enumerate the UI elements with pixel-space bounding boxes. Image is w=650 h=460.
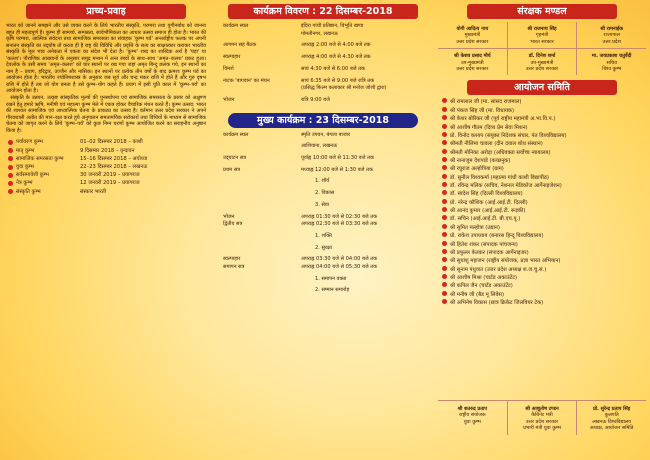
leader-line: श्री आशुतोष टण्डन	[525, 406, 559, 412]
program-label: उद्‌घाटन सत्र	[223, 155, 247, 162]
committee-member	[438, 224, 646, 232]
program-time: रात्रि 9:00 बजे	[301, 96, 330, 103]
patron-line: विश्व कुम्भ	[602, 66, 622, 73]
member-name: श्री रघुराज अल्होत्रिया (ग्राम)	[450, 166, 504, 173]
leader-line: अध्यक्ष, आयोजन समिति	[589, 425, 634, 432]
patron-card	[507, 22, 577, 48]
committee-leaders	[438, 400, 646, 435]
bullet-dot-icon	[442, 249, 447, 254]
patron-line: श्री राजनाथ सिंह	[527, 26, 557, 32]
section-title-program-22: कार्यक्रम विवरण : 22 दिसम्बर-2018	[228, 4, 418, 19]
committee-member	[438, 140, 646, 148]
committee-member	[438, 165, 646, 173]
committee-member	[438, 299, 646, 307]
patron-line: गृहमंत्री	[535, 32, 549, 39]
program-label	[217, 245, 297, 253]
committee-member	[438, 107, 646, 115]
bullet-dot-icon	[8, 173, 13, 178]
program-time: अपराह्न 04:00 बजे से 05:30 बजे तक	[301, 264, 378, 271]
member-name: डॉ. स्वदेश सिंह (दिल्ली विश्वविद्यालय)	[450, 191, 523, 198]
patron-line: उप-मुख्यमंत्री	[460, 59, 484, 66]
member-name: श्री कपिल जैन (चार्टड अकाउंटेंट)	[450, 283, 513, 290]
bullet-dot-icon	[442, 266, 447, 271]
patron-line: मा. जयप्रकाश चतुर्वेदी	[591, 53, 632, 60]
program-time: स्मृति उपवन, बंगला बाजार	[301, 131, 351, 138]
member-name: प्रो. नरेन्द्र कौशिक (आई.आई.टी. दिल्ली)	[450, 199, 528, 206]
committee-member	[438, 241, 646, 249]
bullet-dot-icon	[442, 157, 447, 162]
program-time: अपराह्न 03:30 बजे से 04:00 बजे तक	[301, 256, 378, 263]
program-time: अपराह्न 2:00 बजे से 4:00 बजे तक	[301, 42, 371, 49]
festival-item	[6, 155, 206, 163]
section-title-committee: आयोजन समिति	[467, 80, 617, 95]
program-row	[217, 155, 429, 163]
festival-name: सर्वसमावेशी कुम्भ	[16, 172, 49, 179]
program-row	[217, 264, 429, 272]
bullet-dot-icon	[442, 107, 447, 112]
program-label: द्वितीय सत्र	[223, 221, 243, 228]
patron-line: डॉ. दिनेश शर्मा	[528, 53, 556, 60]
bullet-dot-icon	[442, 257, 447, 262]
member-name: श्री आशीष मिश्रा (चार्टड अकाउंटेंट)	[450, 274, 518, 281]
committee-member	[438, 282, 646, 290]
section-title-patrons: संरक्षक मण्डल	[467, 4, 617, 19]
patron-line: उप-मुख्यमंत्री	[530, 59, 554, 66]
leader-line: लखनऊ विश्वविद्यालय	[592, 418, 632, 425]
patron-row	[438, 22, 646, 48]
program-row	[217, 287, 429, 295]
bullet-dot-icon	[442, 182, 447, 187]
program-label: समापन सत्र	[223, 264, 245, 271]
festival-date: 15–16 दिसम्बर 2018 – अयोध्या	[80, 155, 148, 162]
committee-member	[438, 249, 646, 257]
program-time: इंदिरा गांधी प्रतिष्ठान, विभूति खण्ड	[301, 23, 364, 29]
patron-grid	[438, 22, 646, 75]
intro-text: भारत को जानने समझने और उसे व्यक्त करने के लिये भारतीय संस्कृति, परम्परा तथा युगीनबोध को जानना बहुत ही महत्वपूर्ण है। कुम्भ ही सामर्थ्य, सम्पन्नता, सार्वभौमिकता का आधार उत्सव समाज ही होता है। भारत की कृषि परम्परा, आत्मिक संवेदना तथा सामाजिक समरसता का संवाहक 'कुम्भ पर्व' अन्तर्राष्ट्रीय फलक पर अपनी सनातन संस्कृति का उद्‌घोष तो करता ही है राष्ट्र की विविधि और प्रवृत्ति के सत्य का साक्षात्कार कराकर भारतीय संस्कृति के मूल भाव अनेकता में एकता का संदेश भी देता है। 'कुम्भ' शब्द का शाब्दिक अर्थ है 'घड़ा' या 'कलश'। पौराणिक आख्यानों के अनुसार समुद्र मन्थन में अन्त स्त्रवों के साथ–साथ 'अमृत–कलश' प्रकट हुआ। देवलोक के उसी समय 'अमृत–कलश' को चार स्थानों पर रख गया जहां अमृत बिन्दु छलक गये, इन स्थानों का नाम है – प्रयाग, हरिद्वार, उज्जैन और नासिक। इन स्थानों पर प्रत्येक तीन वर्षों के बाद क्रमशः कुम्भ पर्व का आयोजन होता है। भारतीय ज्योतिषशास्त्र के अनुसार जब सूर्य और चन्द्र मकर राशि में होते हैं और गुरु वृषभ राशि में होते हैं तब जो योग बनता है उसे कुम्भ–योग कहते हैं। प्रयाग में इसी युति काल में 'कुम्भ–पर्व' का आयोजन होता है। संस्कृति के उन्नयन, उत्कृष्ट सांस्कृतिक मूल्यों की पुनर्स्थापना एवं सामाजिक समरसता के प्रसार को अक्षुण्ण रखने हेतु हमारे ऋषि, मनीषी एवं महात्मा कुम्भ मेले में एकत्र होकर वैचारिक मंथन करते हैं। कुम्भ उत्सव: भारत की शाश्वत सामाजिक एवं आध्यात्मिक चेतना के प्राकट्य का उत्सव है। वर्तमान उत्तर प्रदेश सरकार ने अपने गौरवशाली अतीत की मान–रक्षा करते हुये अनुपालन समतामयिक सरोकारों तथा विधियों के माध्यम से सामाजिक चेतना को जागृत करने के लिये 'कुम्भ–पर्व' को कुछ निम्न चरणों कुम्भ आयोजित करने का सराहनीय अनुष्ठान किया है।	[6, 23, 206, 134]
member-name: श्री पंकज सिंह जी (मा. विधायक)	[450, 107, 515, 114]
program-panel	[214, 0, 432, 460]
leader-card	[507, 401, 577, 435]
committee-member-list	[438, 98, 646, 307]
bullet-dot-icon	[442, 132, 447, 137]
committee-member	[438, 207, 646, 215]
leader-card	[576, 401, 646, 435]
program-label	[217, 202, 297, 210]
festival-name: नेत्र कुम्भ	[16, 180, 33, 187]
member-name: श्रीमती मोनिका अरोड़ा (अधिवक्ता सर्वोच्च न्यायालय)	[450, 149, 551, 156]
program-time: (प्रसिद्ध फिल्म कलाकार श्री मनोज जोशी द्वारा)	[301, 85, 387, 92]
festival-item	[6, 188, 206, 196]
festival-name: युवा कुम्भ	[16, 163, 35, 170]
bullet-dot-icon	[442, 282, 447, 287]
bullet-dot-icon	[442, 291, 447, 296]
bullet-dot-icon	[8, 189, 13, 194]
program-row	[217, 233, 429, 241]
festival-name: मातृ कुम्भ	[16, 147, 35, 154]
member-name: श्री सुनाम पंधुवात (उत्तर प्रदेश अध्यक्ष श.ज.चु.सं.)	[450, 266, 547, 273]
program-row	[217, 132, 429, 140]
patron-line: उत्तर प्रदेश सरकार	[456, 66, 489, 73]
program-time: आशियाना, लखनऊ	[301, 143, 338, 150]
member-name: प्रो. राकेश उपाध्याय (बनारस हिन्दू विश्वविद्यालय)	[450, 233, 544, 239]
program-label	[217, 31, 297, 39]
bullet-dot-icon	[8, 181, 13, 186]
committee-member	[438, 291, 646, 299]
committee-member	[438, 98, 646, 106]
committee-member	[438, 132, 646, 140]
member-name: श्री सुमित मल्होत्रा (उद्यान)	[450, 224, 500, 231]
patron-row	[438, 48, 646, 75]
program-row	[217, 256, 429, 264]
section-title-main-program-23: मुख्य कार्यक्रम : 23 दिसम्बर-2018	[228, 113, 418, 128]
program-label	[217, 85, 297, 93]
program-list-23	[217, 132, 429, 296]
patron-card	[507, 49, 577, 75]
patron-card	[576, 22, 646, 48]
festival-name: सामाजिक समरसता कुम्भ	[16, 155, 64, 162]
program-row	[217, 85, 429, 93]
program-row	[217, 143, 429, 151]
member-name: श्री आनंद कुमार (आई.आई.टी. रूड़की)	[450, 207, 526, 214]
bullet-dot-icon	[442, 207, 447, 212]
member-name: श्री केशर बोरिकर जी (पूर्व राष्ट्रीय महामंत्री अ.भा.वि.प.)	[450, 115, 556, 122]
program-row	[217, 66, 429, 74]
leader-card	[438, 401, 507, 435]
program-time: 1. समापन वक्ता	[315, 275, 347, 282]
bullet-dot-icon	[8, 156, 13, 161]
member-name: श्रीमती नीलिमा चावला (दीन दयाल शोध संस्थान)	[450, 141, 543, 148]
section-title-prachya-pravah: प्राच्य-प्रवाह	[26, 4, 186, 19]
bullet-dot-icon	[442, 165, 447, 170]
member-name: डॉ. सचिन (आई.आई.टी. बी.एच.यू.)	[450, 216, 521, 223]
bullet-dot-icon	[442, 299, 447, 304]
patron-line: मुख्यमंत्री	[464, 32, 481, 39]
program-label	[217, 233, 297, 241]
committee-member	[438, 199, 646, 207]
committee-member	[438, 124, 646, 132]
leader-line: राष्ट्रीय संयोजक	[459, 412, 486, 419]
patron-line: सचिव	[606, 59, 617, 66]
committee-member	[438, 232, 646, 240]
program-row	[217, 31, 429, 39]
committee-member	[438, 190, 646, 198]
festival-date: 30 जनवरी 2019 – प्रयागराज	[80, 172, 140, 179]
bullet-dot-icon	[442, 241, 447, 246]
festival-date: 12 जनवरी 2019 – प्रयागराज	[80, 180, 140, 187]
program-label: कार्यक्रम स्थल	[223, 131, 249, 138]
program-list-22	[217, 23, 429, 105]
program-row	[217, 167, 429, 175]
program-label: भोजन	[223, 213, 235, 220]
member-name: प्रो. विनोद कश्यप (संयुक्त निदेशक संचार, पंत विश्वविद्यालय)	[450, 132, 567, 139]
program-time: 2. सुरक्षा	[315, 244, 332, 251]
member-name: श्री मनीष जी (बैड मू लिवेस)	[450, 291, 505, 298]
bullet-dot-icon	[442, 124, 447, 129]
member-name: श्री आशीष गौतम (दिव्य प्रेम सेवा मिशन)	[450, 124, 528, 131]
bullet-dot-icon	[442, 232, 447, 237]
leader-line: प्रो. सुरेन्द्र प्रताप सिंह	[593, 406, 631, 412]
program-label: नाटक 'बागवान' का मंचन	[223, 77, 270, 84]
festival-name: संस्कृति कुम्भ	[16, 188, 41, 195]
bullet-dot-icon	[8, 165, 13, 170]
patron-line: राज्यपाल	[603, 32, 620, 39]
bullet-dot-icon	[442, 199, 447, 204]
program-label: भोजन	[223, 96, 235, 103]
festival-date: 22–23 दिसम्बर 2018 – लखनऊ	[80, 163, 148, 170]
program-label: विमर्श	[223, 65, 234, 72]
program-time: अपराह्न 02:30 बजे से 03:30 बजे तक	[301, 221, 378, 228]
committee-member	[438, 157, 646, 165]
festival-item	[6, 179, 206, 187]
festival-date: संस्कार भारती	[80, 188, 107, 195]
festival-item	[6, 147, 206, 155]
program-row	[217, 245, 429, 253]
patron-card	[576, 49, 646, 75]
patron-line: योगी आदित्य नाथ	[456, 26, 489, 32]
leader-line: प्रभारी मंत्री युवा कुम्भ	[523, 425, 561, 432]
committee-member	[438, 257, 646, 265]
program-label	[217, 143, 297, 151]
leader-line: श्री शतरुद्र प्रताप	[457, 406, 488, 412]
program-time: अपराह्न 4:00 बजे से 4:30 बजे तक	[301, 54, 371, 61]
member-name: श्री हितेश शंकर (संपादक पांचजन्य)	[450, 241, 518, 248]
program-time: पूर्वाह्न 10:00 बजे से 11:30 बजे तक	[301, 155, 374, 162]
program-row	[217, 23, 429, 31]
patron-line: श्री रामनाईक	[600, 26, 624, 32]
committee-member	[438, 274, 646, 282]
member-name: डॉ. रविन्द्र मलिक (सचिव, नेशनल मेडिकोज आर्गेनाइजेशन)	[450, 182, 562, 189]
program-row	[217, 221, 429, 229]
program-label: प्रथम सत्र	[223, 166, 241, 173]
committee-member	[438, 182, 646, 190]
bullet-dot-icon	[442, 190, 447, 195]
program-time: सायं 4:30 बजे से 6:00 बजे तक	[301, 65, 365, 72]
program-label	[217, 178, 297, 186]
patron-line: उत्तर प्रदेश	[602, 38, 621, 45]
committee-member	[438, 215, 646, 223]
program-label: आगमन सह बैठक	[223, 42, 257, 49]
patron-line: भारत सरकार	[530, 38, 554, 45]
program-time: मध्याह्न 12:00 बजे से 1:30 बजे तक	[301, 166, 373, 173]
bullet-dot-icon	[442, 274, 447, 279]
committee-panel	[434, 0, 650, 460]
program-time: 2. विकास	[315, 190, 335, 197]
bullet-dot-icon	[442, 149, 447, 154]
program-row	[217, 54, 429, 62]
program-row	[217, 276, 429, 284]
program-time: सायं 6:35 बजे से 9:00 बजे रात्रि तक	[301, 77, 375, 84]
patron-line: उत्तर प्रदेश सरकार	[456, 38, 489, 45]
bullet-dot-icon	[442, 98, 447, 103]
patron-line: उत्तर प्रदेश सरकार	[525, 66, 559, 73]
patron-card	[438, 49, 507, 75]
committee-member	[438, 149, 646, 157]
festival-item	[6, 138, 206, 146]
bullet-dot-icon	[442, 224, 447, 229]
member-name: श्री नानाजुम देशपांडे (कच्छनुक)	[450, 157, 511, 164]
member-name: श्री रामलाल जी (मा. सांसद राजमाल)	[450, 99, 522, 106]
member-name: डॉ. सुनील विश्वकर्मा (महात्मा गांधी काशी विद्यापीठ)	[450, 174, 549, 181]
leader-line: कैबिनेट मंत्री	[531, 412, 553, 419]
member-name: श्री प्रफुल्ल केतकर (संपादक आर्गेनाइजर)	[450, 249, 529, 256]
patron-line: श्री केशव प्रसाद मौर्य	[454, 53, 491, 60]
program-label	[217, 287, 297, 295]
committee-member	[438, 174, 646, 182]
program-time: गोमतीनगर, लखनऊ	[301, 30, 338, 37]
program-label: कार्यक्रम स्थल	[223, 23, 249, 29]
program-label	[217, 276, 297, 284]
bullet-dot-icon	[442, 115, 447, 120]
program-label: स्वल्पाहार	[223, 256, 241, 263]
leader-line: कुलपति	[604, 412, 619, 419]
festival-name: पर्यावरण कुम्भ	[16, 139, 43, 146]
program-time: 3. सेवा	[315, 201, 330, 208]
program-time: 2. सम्मान समारोह	[315, 287, 350, 294]
program-label: स्वल्पाहार	[223, 54, 241, 61]
program-row	[217, 42, 429, 50]
festival-list	[6, 138, 206, 195]
program-time: 1. शौर्य	[315, 178, 330, 185]
bullet-dot-icon	[442, 174, 447, 179]
intro-panel	[0, 0, 212, 460]
committee-member	[438, 115, 646, 123]
bullet-dot-icon	[8, 140, 13, 145]
committee-member	[438, 266, 646, 274]
festival-item	[6, 171, 206, 179]
program-label	[217, 190, 297, 198]
bullet-dot-icon	[442, 140, 447, 145]
member-name: श्री सुधांशु महाजन (राष्ट्रीय संयोजक, प्रज्ञा भारत अभियान)	[450, 258, 561, 265]
bullet-dot-icon	[442, 215, 447, 220]
festival-date: 01–02 दिसम्बर 2018 – काशी	[80, 139, 143, 146]
program-row	[217, 178, 429, 186]
program-row	[217, 202, 429, 210]
patron-card	[438, 22, 507, 48]
leader-line: उत्तर प्रदेश सरकार	[525, 418, 559, 425]
program-row	[217, 97, 429, 105]
program-time: अपराह्न 01:30 बजे से 02:30 बजे तक	[301, 213, 378, 220]
program-time: 1. शक्ति	[315, 232, 332, 239]
leader-line: युवा कुम्भ	[463, 418, 481, 425]
festival-date: 9 दिसम्बर 2018 – वृन्दावन	[80, 147, 135, 154]
bullet-dot-icon	[8, 148, 13, 153]
member-name: श्री अभिनेष विकास (छात्र क्रिकेट जिलवियर टेक)	[450, 299, 544, 306]
program-row	[217, 190, 429, 198]
festival-item	[6, 163, 206, 171]
